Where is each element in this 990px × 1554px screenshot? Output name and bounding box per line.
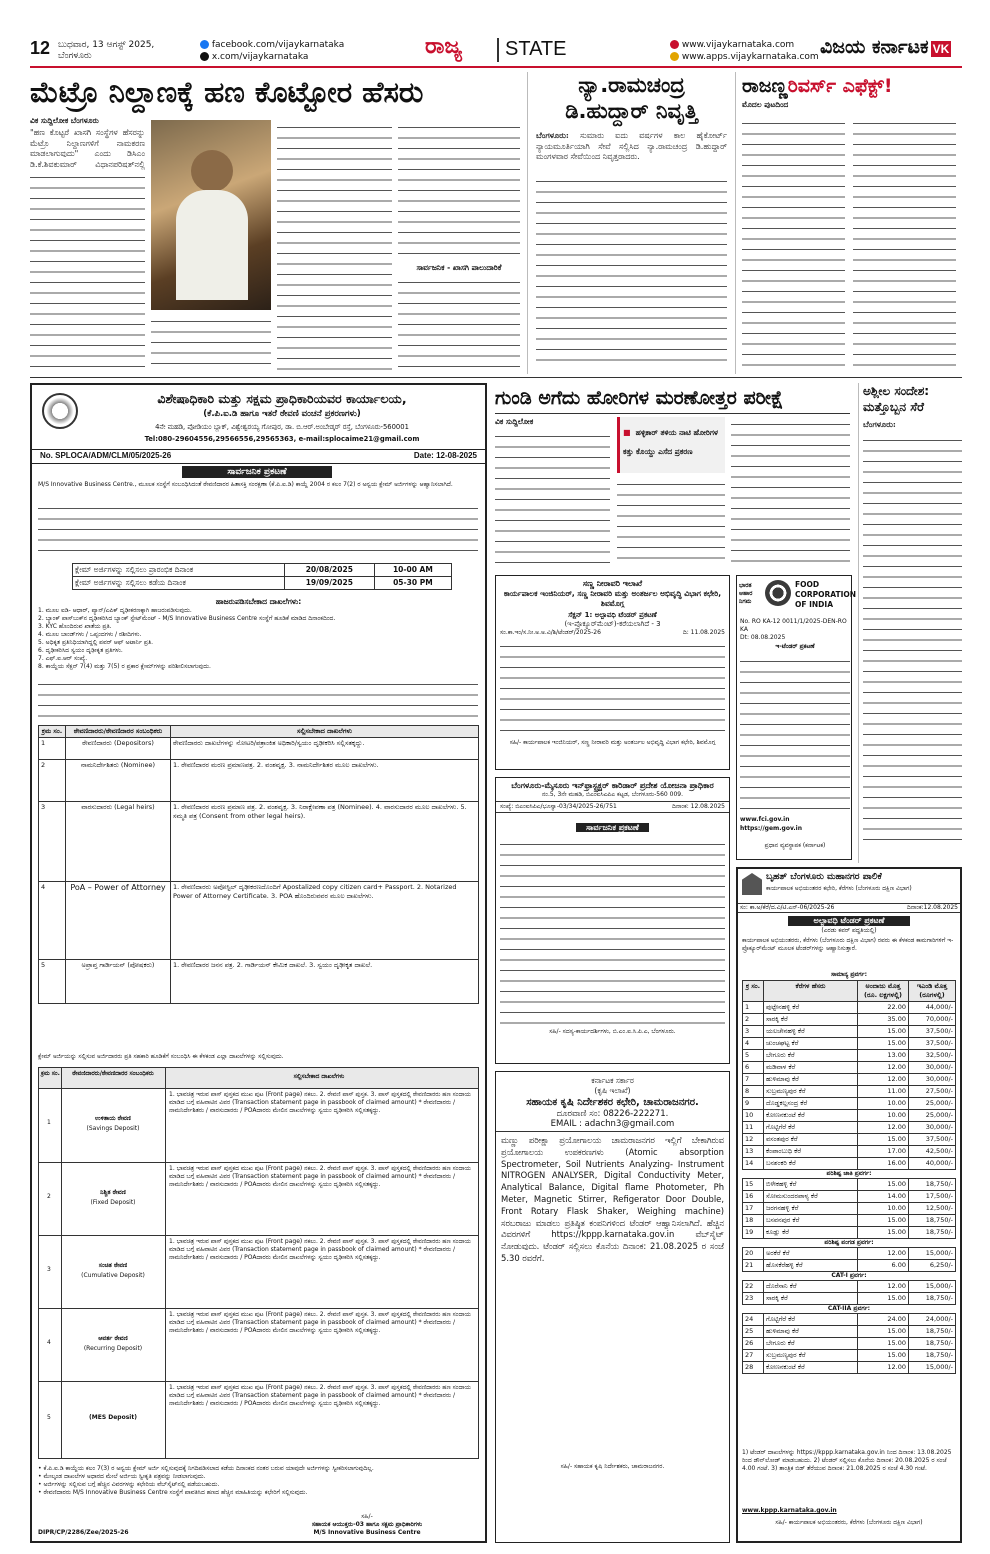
rajanna-story [735,72,962,374]
table-cell: 18,750/- [909,1227,956,1239]
table-cell: 44,000/- [909,1002,956,1014]
fci-sign: ಪ್ರಧಾನ ವ್ಯವಸ್ಥಾಪಕ (ಕರ್ನಾಟಕ) [764,842,826,849]
docs-item: 2. ಬ್ಯಾಂಕ್ ಪಾಸ್‌ಬುಕ್‌ನ ದೃಢೀಕರಿಸಿದ ಬ್ಯಾಂಕ್ ಸ್ಟೇಟ್‌ಮೆಂಟ್ - M/S Innovative Business Centre ಸಂಸ್ಥೆಗೆ ಹೂಡಿಕೆ ಮಾಡಿದ ದಿನಾಂಕದಿಂದ. [38,615,336,622]
deposit-docs-table: ಕ್ರಮ ಸಂ. ಠೇವಣಿದಾರರು/ಠೇವಣಿದಾರರ ಸಂಬಂಧಿಕರು ಸಲ್ಲಿಸಬೇಕಾದ ದಾಖಲೆಗಳು 1 ಉಳಿತಾಯ ಠೇವಣಿ (Savings Deposit) 1. ಭಾವಚಿತ್ರ ಇರುವ ಪಾಸ್ ಪುಸ್ತಕದ ಮುಖ ಪುಟ (Front page) ನಕಲು. 2. ಠೇವಣಿ ಪಾಸ್ ಪುಸ್ತಕ. 3. ಪಾಸ್ ಪುಸ್ತಕದಲ್ಲಿ ಠೇವಣಿದಾರರು ಹಣ ಸಂದಾಯ ಮಾಡಿದ ಬಗ್ಗೆ ವಹಿವಾಟಿನ ವಿವರ (Transaction statement page in passbook of claimed amount) * ಠೇವಣಿದಾರರು / ನಾಮನಿರ್ದೇಶಿತರು / ವಾರಸುದಾರರು / POAದಾರರು ಮೇಲಿನ ದಾಖಲೆಗಳನ್ನು ಸ್ವಯಂ ದೃಢೀಕರಿಸಿ ಸಲ್ಲಿಸತಕ್ಕದ್ದು. 2 ನಿಶ್ಚಿತ ಠೇವಣಿ (Fixed Deposit) 1. ಭಾವಚಿತ್ರ ಇರುವ ಪಾಸ್ ಪುಸ್ತಕದ ಮುಖ ಪುಟ (Front page) ನಕಲು. 2. ಠೇವಣಿ ಪಾಸ್ ಪುಸ್ತಕ. 3. ಪಾಸ್ ಪುಸ್ತಕದಲ್ಲಿ ಠೇವಣಿದಾರರು ಹಣ ಸಂದಾಯ ಮಾಡಿದ ಬಗ್ಗೆ ವಹಿವಾಟಿನ ವಿವರ (Transaction statement page in passbook of claimed amount) * ಠೇವಣಿದಾರರು / ನಾಮನಿರ್ದೇಶಿತರು / ವಾರಸುದಾರರು / POAದಾರರು ಮೇಲಿನ ದಾಖಲೆಗಳನ್ನು ಸ್ವಯಂ ದೃಢೀಕರಿಸಿ ಸಲ್ಲಿಸತಕ್ಕದ್ದು. 3 ಸಂಚಿತ ಠೇವಣಿ (Cumulative Deposit) 1. ಭಾವಚಿತ್ರ ಇರುವ ಪಾಸ್ ಪುಸ್ತಕದ ಮುಖ ಪುಟ (Front page) ನಕಲು. 2. ಠೇವಣಿ ಪಾಸ್ ಪುಸ್ತಕ. 3. ಪಾಸ್ ಪುಸ್ತಕದಲ್ಲಿ ಠೇವಣಿದಾರರು ಹಣ ಸಂದಾಯ ಮಾಡಿದ ಬಗ್ಗೆ ವಹಿವಾಟಿನ ವಿವರ (Transaction statement page in passbook of claimed amount) * ಠೇವಣಿದಾರರು / ನಾಮನಿರ್ದೇಶಿತರು / ವಾರಸುದಾರರು / POAದಾರರು ಮೇಲಿನ ದಾಖಲೆಗಳನ್ನು ಸ್ವಯಂ ದೃಢೀಕರಿಸಿ ಸಲ್ಲಿಸತಕ್ಕದ್ದು. 4 ಆವರ್ತ ಠೇವಣಿ (Recurring Deposit) 1. ಭಾವಚಿತ್ರ ಇರುವ ಪಾಸ್ ಪುಸ್ತಕದ ಮುಖ ಪುಟ (Front page) ನಕಲು. 2. ಠೇವಣಿ ಪಾಸ್ ಪುಸ್ತಕ. 3. ಪಾಸ್ ಪುಸ್ತಕದಲ್ಲಿ ಠೇವಣಿದಾರರು ಹಣ ಸಂದಾಯ ಮಾಡಿದ ಬಗ್ಗೆ ವಹಿವಾಟಿನ ವಿವರ (Transaction statement page in passbook of claimed amount) * ಠೇವಣಿದಾರರು / ನಾಮನಿರ್ದೇಶಿತರು / ವಾರಸುದಾರರು / POAದಾರರು ಮೇಲಿನ ದಾಖಲೆಗಳನ್ನು ಸ್ವಯಂ ದೃಢೀಕರಿಸಿ ಸಲ್ಲಿಸತಕ್ಕದ್ದು. 5 (MES Deposit) 1. ಭಾವಚಿತ್ರ ಇರುವ ಪಾಸ್ ಪುಸ್ತಕದ ಮುಖ ಪುಟ (Front page) ನಕಲು. 2. ಠೇವಣಿ ಪಾಸ್ ಪುಸ್ತಕ. 3. ಪಾಸ್ ಪುಸ್ತಕದಲ್ಲಿ ಠೇವಣಿದಾರರು ಹಣ ಸಂದಾಯ ಮಾಡಿದ ಬಗ್ಗೆ ವಹಿವಾಟಿನ ವಿವರ (Transaction statement page in passbook of claimed amount) * ಠೇವಣಿದಾರರು / ನಾಮನಿರ್ದೇಶಿತರು / ವಾರಸುದಾರರು / POAದಾರರು ಮೇಲಿನ ದಾಖಲೆಗಳನ್ನು ಸ್ವಯಂ ದೃಢೀಕರಿಸಿ ಸಲ್ಲಿಸತಕ್ಕದ್ದು. [38,1067,479,1459]
table-cell: ಬನಶಂಕರಿ ಕೆರೆ [764,1158,858,1170]
justice-dateline: ಬೆಂಗಳೂರು: [536,130,569,140]
justice-headline-1: ನ್ಯಾ.ರಾಮಚಂದ್ರ [578,73,685,97]
table-cell: 12.00 [858,1281,909,1293]
dk-shivakumar-photo [151,120,271,310]
rajanna-col1 [742,116,845,371]
bbmp-cat-c1: CAT-I ಪ್ರವರ್ಗ: [831,1272,867,1279]
table-cell: 8 [743,1086,764,1098]
table-row [743,1281,956,1293]
table-cell: ಕೋಣನಕುಂಟೆ ಕೆರೆ [764,1110,858,1122]
bmicapa-body [500,837,725,1025]
page-number: 12 [30,38,51,58]
table-cell: ಗೊಟ್ಟಿಗೆರೆ ಕೆರೆ [764,1122,858,1134]
table-cell: 18,750/- [909,1293,956,1305]
metro-col4-text [398,120,520,260]
table-row [743,1293,956,1305]
deposit-row: 5 (MES Deposit) 1. ಭಾವಚಿತ್ರ ಇರುವ ಪಾಸ್ ಪುಸ್ತಕದ ಮುಖ ಪುಟ (Front page) ನಕಲು. 2. ಠೇವಣಿ ಪಾಸ್ ಪುಸ್ತಕ. 3. ಪಾಸ್ ಪುಸ್ತಕದಲ್ಲಿ ಠೇವಣಿದಾರರು ಹಣ ಸಂದಾಯ ಮಾಡಿದ ಬಗ್ಗೆ ವಹಿವಾಟಿನ ವಿವರ (Transaction statement page in passbook of claimed amount) * ಠೇವಣಿದಾರರು / ನಾಮನಿರ್ದೇಶಿತರು / ವಾರಸುದಾರರು / POAದಾರರು ಮೇಲಿನ ದಾಖಲೆಗಳನ್ನು ಸ್ವಯಂ ದೃಢೀಕರಿಸಿ ಸಲ್ಲಿಸತಕ್ಕದ್ದು. [47,1384,471,1421]
table-cell: 6.00 [858,1260,909,1272]
table-cell: ಬಿಳೇಕಹಳ್ಳಿ ಕೆರೆ [764,1179,858,1191]
kpid-public-notice [30,383,487,1543]
table-cell: 13.00 [858,1050,909,1062]
agri-phone: ದೂರವಾಣಿ ಸಂ: 08226-222271. [556,1109,669,1119]
masthead-rule [30,66,962,68]
table-cell: 30,000/- [909,1062,956,1074]
x-icon [200,52,209,61]
bbmp-sub: ಕಾರ್ಯಪಾಲಕ ಅಭಿಯಂತರರ ಕಛೇರಿ, ಕೆರೆಗಳು (ಬೆಂಗಳೂರು ದಕ್ಷಿಣ ವಿಭಾಗ) [766,885,912,892]
table-row [743,1362,956,1374]
metro-headline: ಮೆಟ್ರೊ ನಿಲ್ದಾಣಕ್ಕೆ ಹಣ ಕೊಟ್ಟೋರ ಹೆಸರು [30,75,424,109]
table-cell: 4 [743,1038,764,1050]
facebook-link[interactable]: facebook.com/vijaykarnataka [200,40,344,50]
table-cell: 15 [743,1179,764,1191]
table-row: 2 ನಾಮನಿರ್ದೇಶಿತರು (Nominee) 1. ಠೇವಣಿದಾರರ ಮರಣ ಪ್ರಮಾಣಪತ್ರ. 2. ವಂಶವೃಕ್ಷ. 3. ನಾಮನಿರ್ದೇಶಿತರ ಮೂಲ ದಾಖಲೆಗಳು. [39,760,479,802]
masthead [0,0,990,70]
table-row [743,1350,956,1362]
table-cell: ಹುಳಿಮಾವು ಕೆರೆ [764,1074,858,1086]
table-cell: ಅರಕೆರೆ ಕೆರೆ [764,1248,858,1260]
table-cell: 37,500/- [909,1134,956,1146]
table-row [743,1050,956,1062]
web-link[interactable]: www.vijaykarnataka.com [670,40,794,50]
table-cell: 20 [743,1248,764,1260]
table-cell: ಕೆಂಪಾಂಬುಧಿ ಕೆರೆ [764,1146,858,1158]
table-cell: 26 [743,1338,764,1350]
notice-office: ವಿಶೇಷಾಧಿಕಾರಿ ಮತ್ತು ಸಕ್ಷಮ ಪ್ರಾಧಿಕಾರಿಯವರ ಕಾರ್ಯಾಲಯ, [157,391,407,406]
fci-org-kn: ಭಾರತ ಆಹಾರ ನಿಗಮ [739,582,753,605]
fci-body [740,654,850,814]
table-cell: 15.00 [858,1215,909,1227]
fci-date: Dt: 08.08.2025 [740,634,786,641]
table-cell: 17,500/- [909,1191,956,1203]
gundi-col3 [731,417,850,565]
table-cell: 18,750/- [909,1215,956,1227]
table-row [743,1002,956,1014]
bullet-icon: ■ [623,428,631,437]
table-row: 5 ಅಪ್ರಾಪ್ತ ಗಾರ್ಡಿಯನ್ (ಪೋಷಕರು) 1. ಠೇವಣಿದಾರರ ಜನನ ಪತ್ರ. 2. ಗಾರ್ಡಿಯನ್ ಕೇಮಿಕ ದಾಖಲೆ. 3. ಸ್ವಯಂ ದೃಢೀಕೃತ ದಾಖಲೆ. [39,960,479,1004]
table-cell: 10.00 [858,1203,909,1215]
irrigation-office: ಕಾರ್ಯಪಾಲಕ ಇಂಜಿನಿಯರ್, ಸಣ್ಣ ನೀರಾವರಿ ಮತ್ತು ಅಂತರ್ಜಲ ಅಭಿವೃದ್ಧಿ ವಿಭಾಗ ಕಛೇರಿ, ಶಿವಮೊಗ್ಗ [503,589,722,608]
gundi-col2 [617,477,725,565]
table-cell: 18 [743,1215,764,1227]
table-row: 1 ಠೇವಣಿದಾರರು (Depositors) ಠೇವಣಿದಾರರು ದಾಖಲೆಗಳನ್ನು ನೋಟರಿ/ಪತ್ರಾಂಕಿತ ಅಧಿಕಾರಿ/ಸ್ವಯಂ ದೃಢೀಕರಿಸಿ ಸಲ್ಲಿಸತಕ್ಕದ್ದು. [39,738,479,760]
karnataka-emblem-icon [42,393,78,429]
gundi-byline: ವಿಕ ಸುದ್ದಿಲೋಕ [495,417,534,426]
table-row [743,1326,956,1338]
table-cell: ಬೇಗೂರು ಕೆರೆ [764,1050,858,1062]
table-cell: 37,500/- [909,1026,956,1038]
section-divider [497,38,499,62]
deposit-row: 3 ಸಂಚಿತ ಠೇವಣಿ (Cumulative Deposit) 1. ಭಾವಚಿತ್ರ ಇರುವ ಪಾಸ್ ಪುಸ್ತಕದ ಮುಖ ಪುಟ (Front page) ನಕಲು. 2. ಠೇವಣಿ ಪಾಸ್ ಪುಸ್ತಕ. 3. ಪಾಸ್ ಪುಸ್ತಕದಲ್ಲಿ ಠೇವಣಿದಾರರು ಹಣ ಸಂದಾಯ ಮಾಡಿದ ಬಗ್ಗೆ ವಹಿವಾಟಿನ ವಿವರ (Transaction statement page in passbook of claimed amount) * ಠೇವಣಿದಾರರು / ನಾಮನಿರ್ದೇಶಿತರು / ವಾರಸುದಾರರು / POAದಾರರು ಮೇಲಿನ ದಾಖಲೆಗಳನ್ನು ಸ್ವಯಂ ದೃಢೀಕರಿಸಿ ಸಲ್ಲಿಸತಕ್ಕದ್ದು. [39,1236,478,1309]
facebook-icon [200,40,209,49]
gundi-headline: ಗುಂಡಿ ಅಗೆದು ಹೋರಿಗಳ ಮರಣೋತ್ತರ ಪರೀಕ್ಷೆ [495,383,850,414]
table-cell: ದೊಡ್ಡಕಲ್ಲಸಂದ್ರ ಕೆರೆ [764,1098,858,1110]
table-cell: ಪುಟ್ಟೇನಹಳ್ಳಿ ಕೆರೆ [764,1002,858,1014]
table-cell: 12.00 [858,1248,909,1260]
ashlila-body [863,433,962,848]
table-cell: ವಸಂತಪುರ ಕೆರೆ [764,1134,858,1146]
bbmp-heading-sub: (ಎರಡು ಕವರ್ ಪದ್ಧತಿಯಲ್ಲಿ) [821,927,877,934]
fci-tender [736,575,857,860]
table-cell: 15.00 [858,1293,909,1305]
table-cell: ಸಾರಕ್ಕಿ ಕೆರೆ [764,1293,858,1305]
table-cell: 14 [743,1158,764,1170]
table-cell: 18,750/- [909,1338,956,1350]
bbmp-cat-general: ಸಾಮಾನ್ಯ ಪ್ರವರ್ಗ: [830,971,868,978]
table-row [743,1191,956,1203]
fci-ref: No. RO KA-12 0011/1/2025-DEN-RO KA [740,618,847,633]
table-cell: 42,500/- [909,1146,956,1158]
table-cell: 15.00 [858,1038,909,1050]
bbmp-emblem-icon [742,873,762,895]
x-link[interactable]: x.com/vijaykarnataka [200,52,308,62]
docs-item: 4. ಮೂಲ ಬಾಂಡ್‌ಗಳು / ಒಪ್ಪಂದಗಳು / ರಶೀದಿಗಳು. [38,631,142,638]
bmicapa-sign: ಸಹಿ/- ಸದಸ್ಯ-ಕಾರ್ಯದರ್ಶಿಗಳು, ಬಿ.ಎಂ.ಐ.ಸಿ.ಪಿ.ಎ, ಬೆಂಗಳೂರು. [549,1028,676,1035]
metro-byline: ವಿಕ ಸುದ್ದಿಲೋಕ ಬೆಂಗಳೂರು [30,116,99,125]
table-cell: 10.00 [858,1110,909,1122]
schedule-row: ಕ್ಲೇಮ್ ಅರ್ಜಿಗಳನ್ನು ಸಲ್ಲಿಸಲು ಕಡೆಯ ದಿನಾಂಕ 19/09/2025 05-30 PM [73,577,452,590]
table-cell: 12.00 [858,1074,909,1086]
table-cell: 10 [743,1110,764,1122]
table-cell: 12 [743,1134,764,1146]
table-cell: ಹುಳಿಮಾವು ಕೆರೆ [764,1326,858,1338]
bbmp-sign: ಸಹಿ/- ಕಾರ್ಯಪಾಲಕ ಅಭಿಯಂತರರು, ಕೆರೆಗಳು (ಬೆಂಗಳೂರು ದಕ್ಷಿಣ ವಿಭಾಗ) [775,1519,923,1526]
table-cell: 12.00 [858,1362,909,1374]
table-row: 4 PoA – Power of Attorney 1. ಠೇವಣಿದಾರರು ಅಪೋಸ್ಟಿಲ್ ದೃಢೀಕರಣದೊಂದಿಗೆ Apostalized copy citizen card+ Passport. 2. Notarized Power of Attorney Certificate. 3. POA ಹೊಂದಿರುವವರ ಮೂಲ ದಾಖಲೆಗಳು. [39,882,479,960]
table-cell: 6 [743,1062,764,1074]
table-row [743,1026,956,1038]
irrigation-ref: ಸಂ.ಕಾ.ಇಂ/ಸ.ನೀ.ಅ.ಅ.ವಿ/ಶಿ/ಟೆಂಡರ್/2025-26 [500,629,601,636]
section-rule [30,377,962,378]
table-cell: ಹೊಸಕೆರೆಹಳ್ಳಿ ಕೆರೆ [764,1260,858,1272]
table-cell: ಸಾರಕ್ಕಿ ಕೆರೆ [764,1014,858,1026]
schedule-table [72,563,452,590]
table-cell: 12.00 [858,1122,909,1134]
table-cell: 24 [743,1314,764,1326]
deposit-row: 4 ಆವರ್ತ ಠೇವಣಿ (Recurring Deposit) 1. ಭಾವಚಿತ್ರ ಇರುವ ಪಾಸ್ ಪುಸ್ತಕದ ಮುಖ ಪುಟ (Front page) ನಕಲು. 2. ಠೇವಣಿ ಪಾಸ್ ಪುಸ್ತಕ. 3. ಪಾಸ್ ಪುಸ್ತಕದಲ್ಲಿ ಠೇವಣಿದಾರರು ಹಣ ಸಂದಾಯ ಮಾಡಿದ ಬಗ್ಗೆ ವಹಿವಾಟಿನ ವಿವರ (Transaction statement page in passbook of claimed amount) * ಠೇವಣಿದಾರರು / ನಾಮನಿರ್ದೇಶಿತರು / ವಾರಸುದಾರರು / POAದಾರರು ಮೇಲಿನ ದಾಖಲೆಗಳನ್ನು ಸ್ವಯಂ ದೃಢೀಕರಿಸಿ ಸಲ್ಲಿಸತಕ್ಕದ್ದು. [39,1309,478,1382]
ashlila-story [858,383,962,863]
table-row [743,1248,956,1260]
table-row [743,1110,956,1122]
bbmp-title: ಬೃಹತ್ ಬೆಂಗಳೂರು ಮಹಾನಗರ ಪಾಲಿಕೆ [766,872,882,882]
metro-story [30,72,520,374]
bbmp-footer: 1) ಟೆಂಡರ್ ದಾಖಲೆಗಳನ್ನು https://kppp.karnataka.gov.in ನಿಂದ ದಿನಾಂಕ: 13.08.2025 ರಿಂದ ಡೌನ್‌ಲೋಡ್ ಮಾಡಬಹುದು. 2) ಟೆಂಡರ್ ಸಲ್ಲಿಸಲು ಕೊನೆಯ ದಿನಾಂಕ: 20.08.2025 ರ ಸಂಜೆ 4.00 ಗಂಟೆ. 3) ತಾಂತ್ರಿಕ ಬಿಡ್ ತೆರೆಯುವ ದಿನಾಂಕ: 21.08.2025 ರ ಸಂಜೆ 4.30 ಗಂಟೆ. [742,1449,952,1472]
metro-lead: "ಹಣ ಕೊಟ್ಟರೆ ಖಾಸಗಿ ಸಂಸ್ಥೆಗಳ ಹೆಸರನ್ನು ಮೆಟ್ರೊ ನಿಲ್ದಾಣಗಳಿಗೆ ನಾಮಕರಣ ಮಾಡಲಾಗುವುದು" ಎಂದು ಡಿಸಿಎಂ ಡಿ.ಕೆ.ಶಿವಕುಮಾರ್ ವಿಧಾನಪರಿಷತ್‌ನಲ್ಲಿ [30,128,145,169]
table-row [743,1215,956,1227]
irrigation-dept: ಸಣ್ಣ ನೀರಾವರಿ ಇಲಾಖೆ [582,579,643,588]
table-row [743,1338,956,1350]
rajanna-headline: ರಾಜಣ್ಣರಿವರ್ಸ್ ಎಫೆಕ್ಟ್! [742,75,893,97]
table-cell: ಸೋಮಸುಂದರಪಾಳ್ಯ ಕೆರೆ [764,1191,858,1203]
table-cell: 15,000/- [909,1248,956,1260]
notice-address: 4ನೇ ಮಹಡಿ, ಪೋಡಿಯಂ ಬ್ಲಾಕ್, ವಿಶ್ವೇಶ್ವರಯ್ಯ ಗೋಪುರ, ಡಾ. ಬಿ.ಆರ್.ಅಂಬೇಡ್ಕರ್ ರಸ್ತೆ, ಬೆಂಗಳೂರು-560001 [155,423,409,431]
table-cell: 40,000/- [909,1158,956,1170]
bbmp-intro: ಕಾರ್ಯಪಾಲಕ ಅಭಿಯಂತರರು, ಕೆರೆಗಳು (ಬೆಂಗಳೂರು ದಕ್ಷಿಣ ವಿಭಾಗ) ರವರು ಈ ಕೆಳಕಂಡ ಕಾಮಗಾರಿಗಳಿಗೆ ಇ-ಪ್ರೊಕ್ಯೂರ್‌ಮೆಂಟ್ ಮೂಲಕ ಟೆಂಡರ್‌ಗಳನ್ನು ಆಹ್ವಾನಿಸುತ್ತಾರೆ. [742,937,954,952]
fci-title: ಇ-ಟೆಂಡರ್ ಪ್ರಕಟಣೆ [775,643,815,650]
bbmp-ref: ಸಂ: ಕಾ.ಅ/ಕೆರೆ/ದ.ವಿ/ಟಿ.ಎನ್-06/2025-26 [740,904,835,911]
dipr-number: DIPR/CP/2286/Zee/2025-26 [38,1529,129,1536]
irrigation-sub: ಸೆಕ್ಷನ್ 1: ಅಲ್ಪಾವಧಿ ಟೆಂಡರ್ ಪ್ರಕಟಣೆ [568,611,657,619]
notice-number: No. SPLOCA/ADM/CLM/05/2025-26 [40,451,172,460]
table-cell: 7 [743,1074,764,1086]
table-cell: 17 [743,1203,764,1215]
table-cell: ಗೊಟ್ಟಿಗೆರೆ ಕೆರೆ [764,1314,858,1326]
table-cell: 15.00 [858,1227,909,1239]
table-cell: 15.00 [858,1350,909,1362]
bbmp-table-sc [742,1178,956,1239]
masthead-city: ಬೆಂಗಳೂರು [58,51,92,61]
metro-subhead: ಸಾರ್ವಜನಿಕ - ಖಾಸಗಿ ಪಾಲುದಾರಿಕೆ [416,263,502,272]
table-cell: ಬೇಗೂರು ಕೆರೆ [764,1338,858,1350]
table-cell: 3 [743,1026,764,1038]
bbmp-cat-sc: ಪರಿಶಿಷ್ಟ ಜಾತಿ ಪ್ರವರ್ಗ: [826,1170,872,1177]
deposit-row: 2 ನಿಶ್ಚಿತ ಠೇವಣಿ (Fixed Deposit) 1. ಭಾವಚಿತ್ರ ಇರುವ ಪಾಸ್ ಪುಸ್ತಕದ ಮುಖ ಪುಟ (Front page) ನಕಲು. 2. ಠೇವಣಿ ಪಾಸ್ ಪುಸ್ತಕ. 3. ಪಾಸ್ ಪುಸ್ತಕದಲ್ಲಿ ಠೇವಣಿದಾರರು ಹಣ ಸಂದಾಯ ಮಾಡಿದ ಬಗ್ಗೆ ವಹಿವಾಟಿನ ವಿವರ (Transaction statement page in passbook of claimed amount) * ಠೇವಣಿದಾರರು / ನಾಮನಿರ್ದೇಶಿತರು / ವಾರಸುದಾರರು / POAದಾರರು ಮೇಲಿನ ದಾಖಲೆಗಳನ್ನು ಸ್ವಯಂ ದೃಢೀಕರಿಸಿ ಸಲ್ಲಿಸತಕ್ಕದ್ದು. [39,1163,478,1236]
table-cell: ಬಸವನಪುರ ಕೆರೆ [764,1215,858,1227]
table-cell: 24,000/- [909,1314,956,1326]
table-cell: 15.00 [858,1326,909,1338]
agri-gov: ಕರ್ನಾಟಕ ಸರ್ಕಾರ [591,1076,634,1085]
table-cell: ಕೂಡ್ಲು ಕೆರೆ [764,1227,858,1239]
table-cell: 19 [743,1227,764,1239]
docs-item: 5. ಅಧಿಕೃತ ಪ್ರತಿನಿಧಿಯಾಗಿದ್ದಲ್ಲಿ ಪವರ್ ಆಫ್ ಅಟಾರ್ನಿ ಪ್ರತಿ. [38,639,154,646]
gundi-col1 [495,429,610,565]
table-cell: 17.00 [858,1146,909,1158]
table-row [743,1260,956,1272]
table-cell: 15,000/- [909,1362,956,1374]
table-row [743,1227,956,1239]
table-cell: 12,500/- [909,1203,956,1215]
ashlila-headline-1: ಅಶ್ಲೀಲ ಸಂದೇಶ: [863,384,930,398]
docs-item: 6. ದೃಢೀಕರಿಸಿದ ಸ್ವಯಂ ದೃಢೀಕೃತ ಪ್ರತಿಗಳು. [38,647,123,654]
table-cell: 25,000/- [909,1098,956,1110]
bbmp-table-c2 [742,1313,956,1374]
table-cell: ಚುಂಚಘಟ್ಟ ಕೆರೆ [764,1038,858,1050]
table-cell: 23 [743,1293,764,1305]
brand-logo: ವಿಜಯ ಕರ್ನಾಟಕ VK [820,36,950,58]
agri-sign: ಸಹಿ/- ಸಹಾಯಕ ಕೃಷಿ ನಿರ್ದೇಶಕರು, ಚಾಮರಾಜನಗರ. [560,1463,665,1470]
metro-col1-text [30,170,145,370]
agri-email[interactable]: EMAIL : adachn3@gmail.com [496,1119,729,1132]
table-cell: ಸುಬ್ರಮಣ್ಯಪುರ ಕೆರೆ [764,1086,858,1098]
table-cell: 13 [743,1146,764,1158]
table-row [743,1062,956,1074]
docs-item: 7. ಎಫ್.ಐ.ಆರ್ ಸಂಖ್ಯೆ. [38,655,88,662]
table-cell: 27 [743,1350,764,1362]
table-row [743,1038,956,1050]
agriculture-tender [495,1071,730,1543]
notice-signature: ಸಹಿ/- ಸಹಾಯಕ ಆಯುಕ್ತರು-03 ಹಾಗೂ ಸಕ್ಷಮ ಪ್ರಾಧಿಕಾರಿಗಳು M/S Innovative Business Centre [311,1513,423,1536]
table-cell: 21 [743,1260,764,1272]
section-label-english: STATE [505,38,567,60]
table-row [743,1122,956,1134]
table-row [743,1314,956,1326]
table-cell: 18,750/- [909,1326,956,1338]
table-cell: 15.00 [858,1026,909,1038]
gundi-callout: ■ ಹಳ್ಳಿಕಾರ್ ತಳಿಯ ನಾಟಿ ಹೋರಿಗಳ ಕತ್ತು ಕೊಯ್ದು ಎಸೆದ ಪ್ರಕರಣ [617,417,725,473]
docs-item: 8. ಕಾಯ್ದೆಯ ಸೆಕ್ಷನ್ 7(4) ಮತ್ತು 7(5) ರ ಪ್ರಕಾರ ಕ್ಲೇಮ್‌ಗಳನ್ನು ಪರಿಶೀಲಿಸಲಾಗುವುದು. [38,663,211,670]
fci-gem: https://gem.gov.in [740,825,802,832]
fci-name: FOOD CORPORATION OF INDIA [795,580,857,609]
table-cell: 16 [743,1191,764,1203]
table-cell: 70,000/- [909,1014,956,1026]
gundi-story [495,383,850,568]
table-cell: 15,000/- [909,1281,956,1293]
table-cell: 25,000/- [909,1110,956,1122]
bbmp-cat-st: ಪರಿಶಿಷ್ಟ ಪಂಗಡ ಪ್ರವರ್ಗ: [824,1239,874,1246]
bmicapa-ref: ಸಂಖ್ಯೆ: ಬಿಎಂಐಸಿಪಿಎ/ಭೂಸ್ವಾ-03/34/2025-26/751 [500,803,617,810]
masthead-date: ಬುಧವಾರ, 13 ಆಗಸ್ಟ್ 2025, [58,40,155,50]
table1-note: ಕ್ಲೇಮ್ ಅರ್ಜಿಯನ್ನು ಸಲ್ಲಿಸುವ ಅರ್ಜಿದಾರರು ಪ್ರತಿ ಸಹಕಾರಿ ಹೂಡಿಕೆಗೆ ಸಂಬಂಧಿಸಿ ಈ ಕೆಳಕಂಡ ಎಲ್ಲಾ ದಾಖಲೆಗಳನ್ನು ಸಲ್ಲಿಸುವುದು. [38,1053,284,1060]
table-cell: 14.00 [858,1191,909,1203]
apps-link[interactable]: www.apps.vijaykarnataka.com [670,52,819,62]
table-cell: 5 [743,1050,764,1062]
table-cell: ಕೋಣನಕುಂಟೆ ಕೆರೆ [764,1362,858,1374]
irrigation-sign: ಸಹಿ/- ಕಾರ್ಯಪಾಲಕ ಇಂಜಿನಿಯರ್, ಸಣ್ಣ ನೀರಾವರಿ ಮತ್ತು ಅಂತರ್ಜಲ ಅಭಿವೃದ್ಧಿ ವಿಭಾಗ ಕಛೇರಿ, ಶಿವಮೊಗ್ಗ [509,739,716,746]
ashlila-dateline: ಬೆಂಗಳೂರು: [863,419,896,429]
table-cell: 11.00 [858,1086,909,1098]
table-cell: 28 [743,1362,764,1374]
justice-headline-2: ಡಿ.ಹುದ್ದಾರ್ ನಿವೃತ್ತಿ [565,99,698,123]
person-silhouette [191,150,233,192]
table-cell: 35.00 [858,1014,909,1026]
table-row [743,1086,956,1098]
table-cell: 15.00 [858,1338,909,1350]
bbmp-web[interactable]: www.kppp.karnataka.gov.in [742,1507,837,1514]
notice-intro: M/S Innovative Business Centre., ಮೂಲಕ ಸಂಸ್ಥೆಗೆ ಸಂಬಂಧಿಸಿದಂತೆ ಠೇವಣಿದಾರರ ಹಿತಾಸಕ್ತಿ ಸಂರಕ್ಷಣಾ (ಕೆ.ಪಿ.ಐ.ಡಿ) ಕಾಯ್ದೆ 2004 ರ ಕಲಂ 7(2) ರ ಅನ್ವಯ ಕ್ಲೇಮ್ ಅರ್ಜಿಗಳನ್ನು ಆಹ್ವಾನಿಸಲಾಗಿದೆ. [38,481,453,488]
metro-col3-text [277,120,392,370]
table-cell: 32,500/- [909,1050,956,1062]
table-cell: 1 [743,1002,764,1014]
justice-lead: ಸುಮಾರು ಐದು ವರ್ಷಗಳ ಕಾಲ ಹೈಕೋರ್ಟ್ ನ್ಯಾಯಮೂರ್ತಿಯಾಗಿ ಸೇವೆ ಸಲ್ಲಿಸಿದ ನ್ಯಾ.ರಾಮಚಂದ್ರ ಡಿ.ಹುದ್ದಾರ್ ಮಂಗಳವಾರ ಸೇವೆಯಿಂದ ನಿವೃತ್ತರಾದರು. [536,131,727,161]
table-cell: ಮಡಿವಾಳ ಕೆರೆ [764,1062,858,1074]
bbmp-table [742,980,956,1374]
bbmp-table-st [742,1247,956,1272]
table-cell: 27,500/- [909,1086,956,1098]
table-cell: 25 [743,1326,764,1338]
table-row [743,1098,956,1110]
table-cell: 2 [743,1014,764,1026]
bbmp-heading: ಅಲ್ಪಾವಧಿ ಟೆಂಡರ್ ಪ್ರಕಟಣೆ [788,916,910,926]
table-cell: 15.00 [858,1179,909,1191]
section-label-kannada: ರಾಜ್ಯ [425,34,463,59]
bmicapa-address: ನಂ.5, 3ನೇ ಮಹಡಿ, ಬಿಎಂಐಸಿಎಪಿಎ ಕಟ್ಟಡ, ಬೆಂಗಳೂರು-560 009. [541,791,684,798]
claimant-docs-table: ಕ್ರಮ ಸಂ. ಠೇವಣಿದಾರರು/ಠೇವಣಿದಾರರ ಸಂಬಂಧಿಕರು ಸಲ್ಲಿಸಬೇಕಾದ ದಾಖಲೆಗಳು 1 ಠೇವಣಿದಾರರು (Depositors) ಠೇವಣಿದಾರರು ದಾಖಲೆಗಳನ್ನು ನೋಟರಿ/ಪತ್ರಾಂಕಿತ ಅಧಿಕಾರಿ/ಸ್ವಯಂ ದೃಢೀಕರಿಸಿ ಸಲ್ಲಿಸತಕ್ಕದ್ದು. 2 ನಾಮನಿರ್ದೇಶಿತರು (Nominee) 1. ಠೇವಣಿದಾರರ ಮರಣ ಪ್ರಮಾಣಪತ್ರ. 2. ವಂಶವೃಕ್ಷ. 3. ನಾಮನಿರ್ದೇಶಿತರ ಮೂಲ ದಾಖಲೆಗಳು. 3 ವಾರಸುದಾರರು (Legal heirs) 1. ಠೇವಣಿದಾರರ ಮರಣ ಪ್ರಮಾಣ ಪತ್ರ. 2. ವಂಶವೃಕ್ಷ. 3. ನಿರಾಕ್ಷೇಪಣಾ ಪತ್ರ (Nominee). 4. ವಾರಸುದಾರರ ಮೂಲ ದಾಖಲೆಗಳು. 5. ಸಮ್ಮತಿ ಪತ್ರ (Consent from other legal heirs). 4 PoA – Power of Attorney 1. ಠೇವಣಿದಾರರು ಅಪೋಸ್ಟಿಲ್ ದೃಢೀಕರಣದೊಂದಿಗೆ Apostalized copy citizen card+ Passport. 2. Notarized Power of Attorney Certificate. 3. POA ಹೊಂದಿರುವವರ ಮೂಲ ದಾಖಲೆಗಳು. 5 ಅಪ್ರಾಪ್ತ ಗಾರ್ಡಿಯನ್ (ಪೋಷಕರು) 1. ಠೇವಣಿದಾರರ ಜನನ ಪತ್ರ. 2. ಗಾರ್ಡಿಯನ್ ಕೇಮಿಕ ದಾಖಲೆ. 3. ಸ್ವಯಂ ದೃಢೀಕೃತ ದಾಖಲೆ. [38,725,479,1004]
rajanna-col2 [853,116,956,371]
table-row [743,1014,956,1026]
metro-photo-caption [151,314,271,370]
table-row: 3 ವಾರಸುದಾರರು (Legal heirs) 1. ಠೇವಣಿದಾರರ ಮರಣ ಪ್ರಮಾಣ ಪತ್ರ. 2. ವಂಶವೃಕ್ಷ. 3. ನಿರಾಕ್ಷೇಪಣಾ ಪತ್ರ (Nominee). 4. ವಾರಸುದಾರರ ಮೂಲ ದಾಖಲೆಗಳು. 5. ಸಮ್ಮತಿ ಪತ್ರ (Consent from other legal heirs). [39,802,479,882]
globe-icon [670,40,679,49]
docs-more [38,677,478,721]
justice-story [527,72,727,374]
notice-ref-bar [32,449,485,464]
table-cell: ಯಲಚೇನಹಳ್ಳಿ ಕೆರೆ [764,1026,858,1038]
agri-body: ಮಣ್ಣು ಪರೀಕ್ಷಾ ಪ್ರಯೋಗಾಲಯ ಚಾಮರಾಜನಗರ ಇಲ್ಲಿಗೆ ಬೇಕಾಗಿರುವ ಪ್ರಯೋಗಾಲಯ ಉಪಕರಣಗಳು (Atomic absorption Spectrometer, Soil Nutrients Analyzing- Instrument NITROGEN ANALYSER, Digital Conductivity Meter, Analytical Balance, Digital flame Photometer, Ph Meter, Magnetic Stirrer, Refigerator Door Double, Front Rotary Flask Shaker, Weighing machine) ಸರಬರಾಜು ಮಾಡಲು ಪ್ರತಿಷ್ಠಿತ ಕಂಪನಿಗಳಿಂದ ಟೆಂಡರ್ ಆಹ್ವಾನಿಸಲಾಗಿದೆ. ಹೆಚ್ಚಿನ ವಿವರಗಳಿಗೆ https://kppp.karnataka.gov.in ವೆಬ್‌ಸೈಟ್ ನೋಡುವುದು. ಟೆಂಡರ್ ಸಲ್ಲಿಸಲು ಕೊನೆಯ ದಿನಾಂಕ: 21.08.2025 ರ ಸಂಜೆ 5.30 ರವರೆಗೆ. [501,1135,724,1263]
rajanna-byline: ಮೊದಲ ಪುಟದಿಂದ [742,100,789,109]
table-row [743,1146,956,1158]
agri-dept: (ಕೃಷಿ ಇಲಾಖೆ) [594,1086,631,1095]
bbmp-tender [736,867,962,1543]
bmicapa-heading: ಸಾರ್ವಜನಿಕ ಪ್ರಕಟಣೆ [576,823,649,832]
docs-item: 1. ಮೂಲ ಐಡಿ- ಆಧಾರ್, ಪ್ಯಾನ್/ಎಪಿಕ್ ದೃಢೀಕರಣಕ್ಕಾಗಿ ಹಾಜರುಪಡಿಸುವುದು. [38,607,192,614]
irrigation-date: ದಿ: 11.08.2025 [682,629,725,636]
notice-date: Date: 12-08-2025 [413,451,477,460]
agri-office: ಸಹಾಯಕ ಕೃಷಿ ನಿರ್ದೇಶಕರ ಕಛೇರಿ, ಚಾಮರಾಜನಗರ. [526,1097,699,1108]
notice-intro-more [38,501,478,559]
table-row [743,1074,956,1086]
ashlila-headline-2: ಮತ್ತೊಬ್ಬನ ಸೆರೆ [863,400,924,414]
table-cell: 16.00 [858,1158,909,1170]
notice-sub: (ಕೆ.ಪಿ.ಐ.ಡಿ ಹಾಗೂ ಇತರೆ ಠೇವಣಿ ವಂಚನೆ ಪ್ರಕರಣಗಳು) [203,409,361,419]
justice-body [536,174,727,364]
irrigation-tender [495,575,730,770]
docs-title: ಹಾಜರುಪಡಿಸಬೇಕಾದ ದಾಖಲೆಗಳು: [215,597,302,606]
table-cell: 30,000/- [909,1074,956,1086]
table-row [743,1158,956,1170]
irrigation-body [500,639,725,737]
table-cell: 6,250/- [909,1260,956,1272]
table-cell: ದೊರೆಸಾನಿ ಕೆರೆ [764,1281,858,1293]
notice-footer-notes: • ಕೆ.ಪಿ.ಐ.ಡಿ ಕಾಯ್ದೆಯ ಕಲಂ 7(3) ರ ಅನ್ವಯ ಕ್ಲೇಮ್ ಅರ್ಜಿ ಸಲ್ಲಿಸುವುದಕ್ಕೆ ನಿಗದಿಪಡಿಸಲಾದ ಕಡೆಯ ದಿನಾಂಕದ ನಂತರ ಬರುವ ಯಾವುದೇ ಅರ್ಜಿಗಳನ್ನು ಸ್ವೀಕರಿಸಲಾಗುವುದಿಲ್ಲ. • ಮೇಲ್ಕಂಡ ದಾಖಲೆಗಳ ಅಧಾರದ ಮೇಲೆ ಅರ್ಜಿಯ ಸ್ವೀಕೃತಿ ಪತ್ರವನ್ನು ನೀಡಲಾಗುವುದು. • ಅರ್ಜಿಗಳನ್ನು ಸಲ್ಲಿಸುವ ಬಗ್ಗೆ ಹೆಚ್ಚಿನ ವಿವರಗಳನ್ನು ಕಛೇರಿಯ ವೆಬ್‌ಸೈಟ್‌ನಲ್ಲಿ ಪಡೆಯಬಹುದು. • ಠೇವಣಿದಾರರು M/S Innovative Business Centre ಸಂಸ್ಥೆಗೆ ಪಾವತಿಸಿದ ಹಣದ ಹೆಚ್ಚಿನ ಮಾಹಿತಿಯನ್ನು ಕಛೇರಿಗೆ ಸಲ್ಲಿಸುವುದು. [38,1465,374,1496]
bmicapa-date: ದಿನಾಂಕ: 12.08.2025 [672,803,725,810]
table-cell: 12.00 [858,1062,909,1074]
bbmp-date: ದಿನಾಂಕ:12.08.2025 [906,904,958,911]
table-cell: 10.00 [858,1098,909,1110]
table-cell: ಸುಬ್ರಮಣ್ಯಪುರ ಕೆರೆ [764,1350,858,1362]
schedule-row: ಕ್ಲೇಮ್ ಅರ್ಜಿಗಳನ್ನು ಸಲ್ಲಿಸಲು ಪ್ರಾರಂಭಿಕ ದಿನಾಂಕ 20/08/2025 10-00 AM [73,564,452,577]
metro-col4-text-b [398,275,520,370]
table-cell: 18,750/- [909,1350,956,1362]
table-cell: 15.00 [858,1134,909,1146]
app-icon [670,52,679,61]
docs-item: 3. KYC ಹೊಂದಿರುವ ಖಾತೆಯ ಪ್ರತಿ. [38,623,112,630]
table-cell: ಜರಗನಹಳ್ಳಿ ಕೆರೆ [764,1203,858,1215]
table-cell: 11 [743,1122,764,1134]
bmicapa-title: ಬೆಂಗಳೂರು-ಮೈಸೂರು ಇನ್‌ಫ್ರಾಸ್ಟ್ರಕ್ಚರ್ ಕಾರಿಡಾರ್ ಪ್ರದೇಶ ಯೋಜನಾ ಪ್ರಾಧಿಕಾರ [511,781,714,790]
bbmp-cat-c2: CAT-IIA ಪ್ರವರ್ಗ: [827,1305,871,1312]
bmicapa-notice [495,777,730,1064]
table-cell: 37,500/- [909,1038,956,1050]
deposit-row: 1 ಉಳಿತಾಯ ಠೇವಣಿ (Savings Deposit) 1. ಭಾವಚಿತ್ರ ಇರುವ ಪಾಸ್ ಪುಸ್ತಕದ ಮುಖ ಪುಟ (Front page) ನಕಲು. 2. ಠೇವಣಿ ಪಾಸ್ ಪುಸ್ತಕ. 3. ಪಾಸ್ ಪುಸ್ತಕದಲ್ಲಿ ಠೇವಣಿದಾರರು ಹಣ ಸಂದಾಯ ಮಾಡಿದ ಬಗ್ಗೆ ವಹಿವಾಟಿನ ವಿವರ (Transaction statement page in passbook of claimed amount) * ಠೇವಣಿದಾರರು / ನಾಮನಿರ್ದೇಶಿತರು / ವಾರಸುದಾರರು / POAದಾರರು ಮೇಲಿನ ದಾಖಲೆಗಳನ್ನು ಸ್ವಯಂ ದೃಢೀಕರಿಸಿ ಸಲ್ಲಿಸತಕ್ಕದ್ದು. [39,1089,478,1163]
notice-tel: Tel:080-29604556,29566556,29565363, e-mail:splocaime21@gmail.com [144,435,420,443]
bbmp-table-c1 [742,1280,956,1305]
table-cell: 22 [743,1281,764,1293]
irrigation-sub2: (ಇ-ಪ್ರೊಕ್ಯೂರ್‌ಮೆಂಟ್)-ಕರೆಯಲಾಗಿದೆ - 3 [564,620,661,628]
table-cell: 22.00 [858,1002,909,1014]
table-row [743,1134,956,1146]
fci-logo-icon [765,580,791,606]
bbmp-table-general: ಕ್ರ ಸಂ. ಕೆರೆಗಳ ಹೆಸರು ಅಂದಾಜು ಮೊತ್ತ (ರೂ. ಲಕ್ಷಗಳಲ್ಲಿ) ಇಎಂಡಿ ಮೊತ್ತ (ರೂಗಳಲ್ಲಿ) 1 ಪುಟ್ಟೇನಹಳ್ಳಿ ಕೆರೆ 22.00 44,000/- 2 ಸಾರಕ್ಕಿ ಕೆರೆ 35.00 70,000/- 3 ಯಲಚೇನಹಳ್ಳಿ ಕೆರೆ 15.00 37,500/- 4 ಚುಂಚಘಟ್ಟ ಕೆರೆ 15.00 37,500/- 5 ಬೇಗೂರು ಕೆರೆ 13.00 32,500/- 6 ಮಡಿವಾಳ ಕೆರೆ 12.00 30,000/- 7 ಹುಳಿಮಾವು ಕೆರೆ 12.00 30,000/- 8 ಸುಬ್ರಮಣ್ಯಪುರ ಕೆರೆ 11.00 27,500/- 9 ದೊಡ್ಡಕಲ್ಲಸಂದ್ರ ಕೆರೆ 10.00 25,000/- 10 ಕೋಣನಕುಂಟೆ ಕೆರೆ 10.00 25,000/- 11 ಗೊಟ್ಟಿಗೆರೆ ಕೆರೆ 12.00 30,000/- 12 ವಸಂತಪುರ ಕೆರೆ 15.00 37,500/- 13 ಕೆಂಪಾಂಬುಧಿ ಕೆರೆ 17.00 42,500/- 14 ಬನಶಂಕರಿ ಕೆರೆ 16.00 40,000/- [742,980,956,1170]
table-cell: 30,000/- [909,1122,956,1134]
table-cell: 9 [743,1098,764,1110]
fci-web: www.fci.gov.in [740,816,790,823]
docs-list [38,607,478,671]
table-row [743,1179,956,1191]
table-row [743,1203,956,1215]
table-cell: 24.00 [858,1314,909,1326]
notice-title: ಸಾರ್ವಜನಿಕ ಪ್ರಕಟಣೆ [182,466,332,478]
table-cell: 18,750/- [909,1179,956,1191]
